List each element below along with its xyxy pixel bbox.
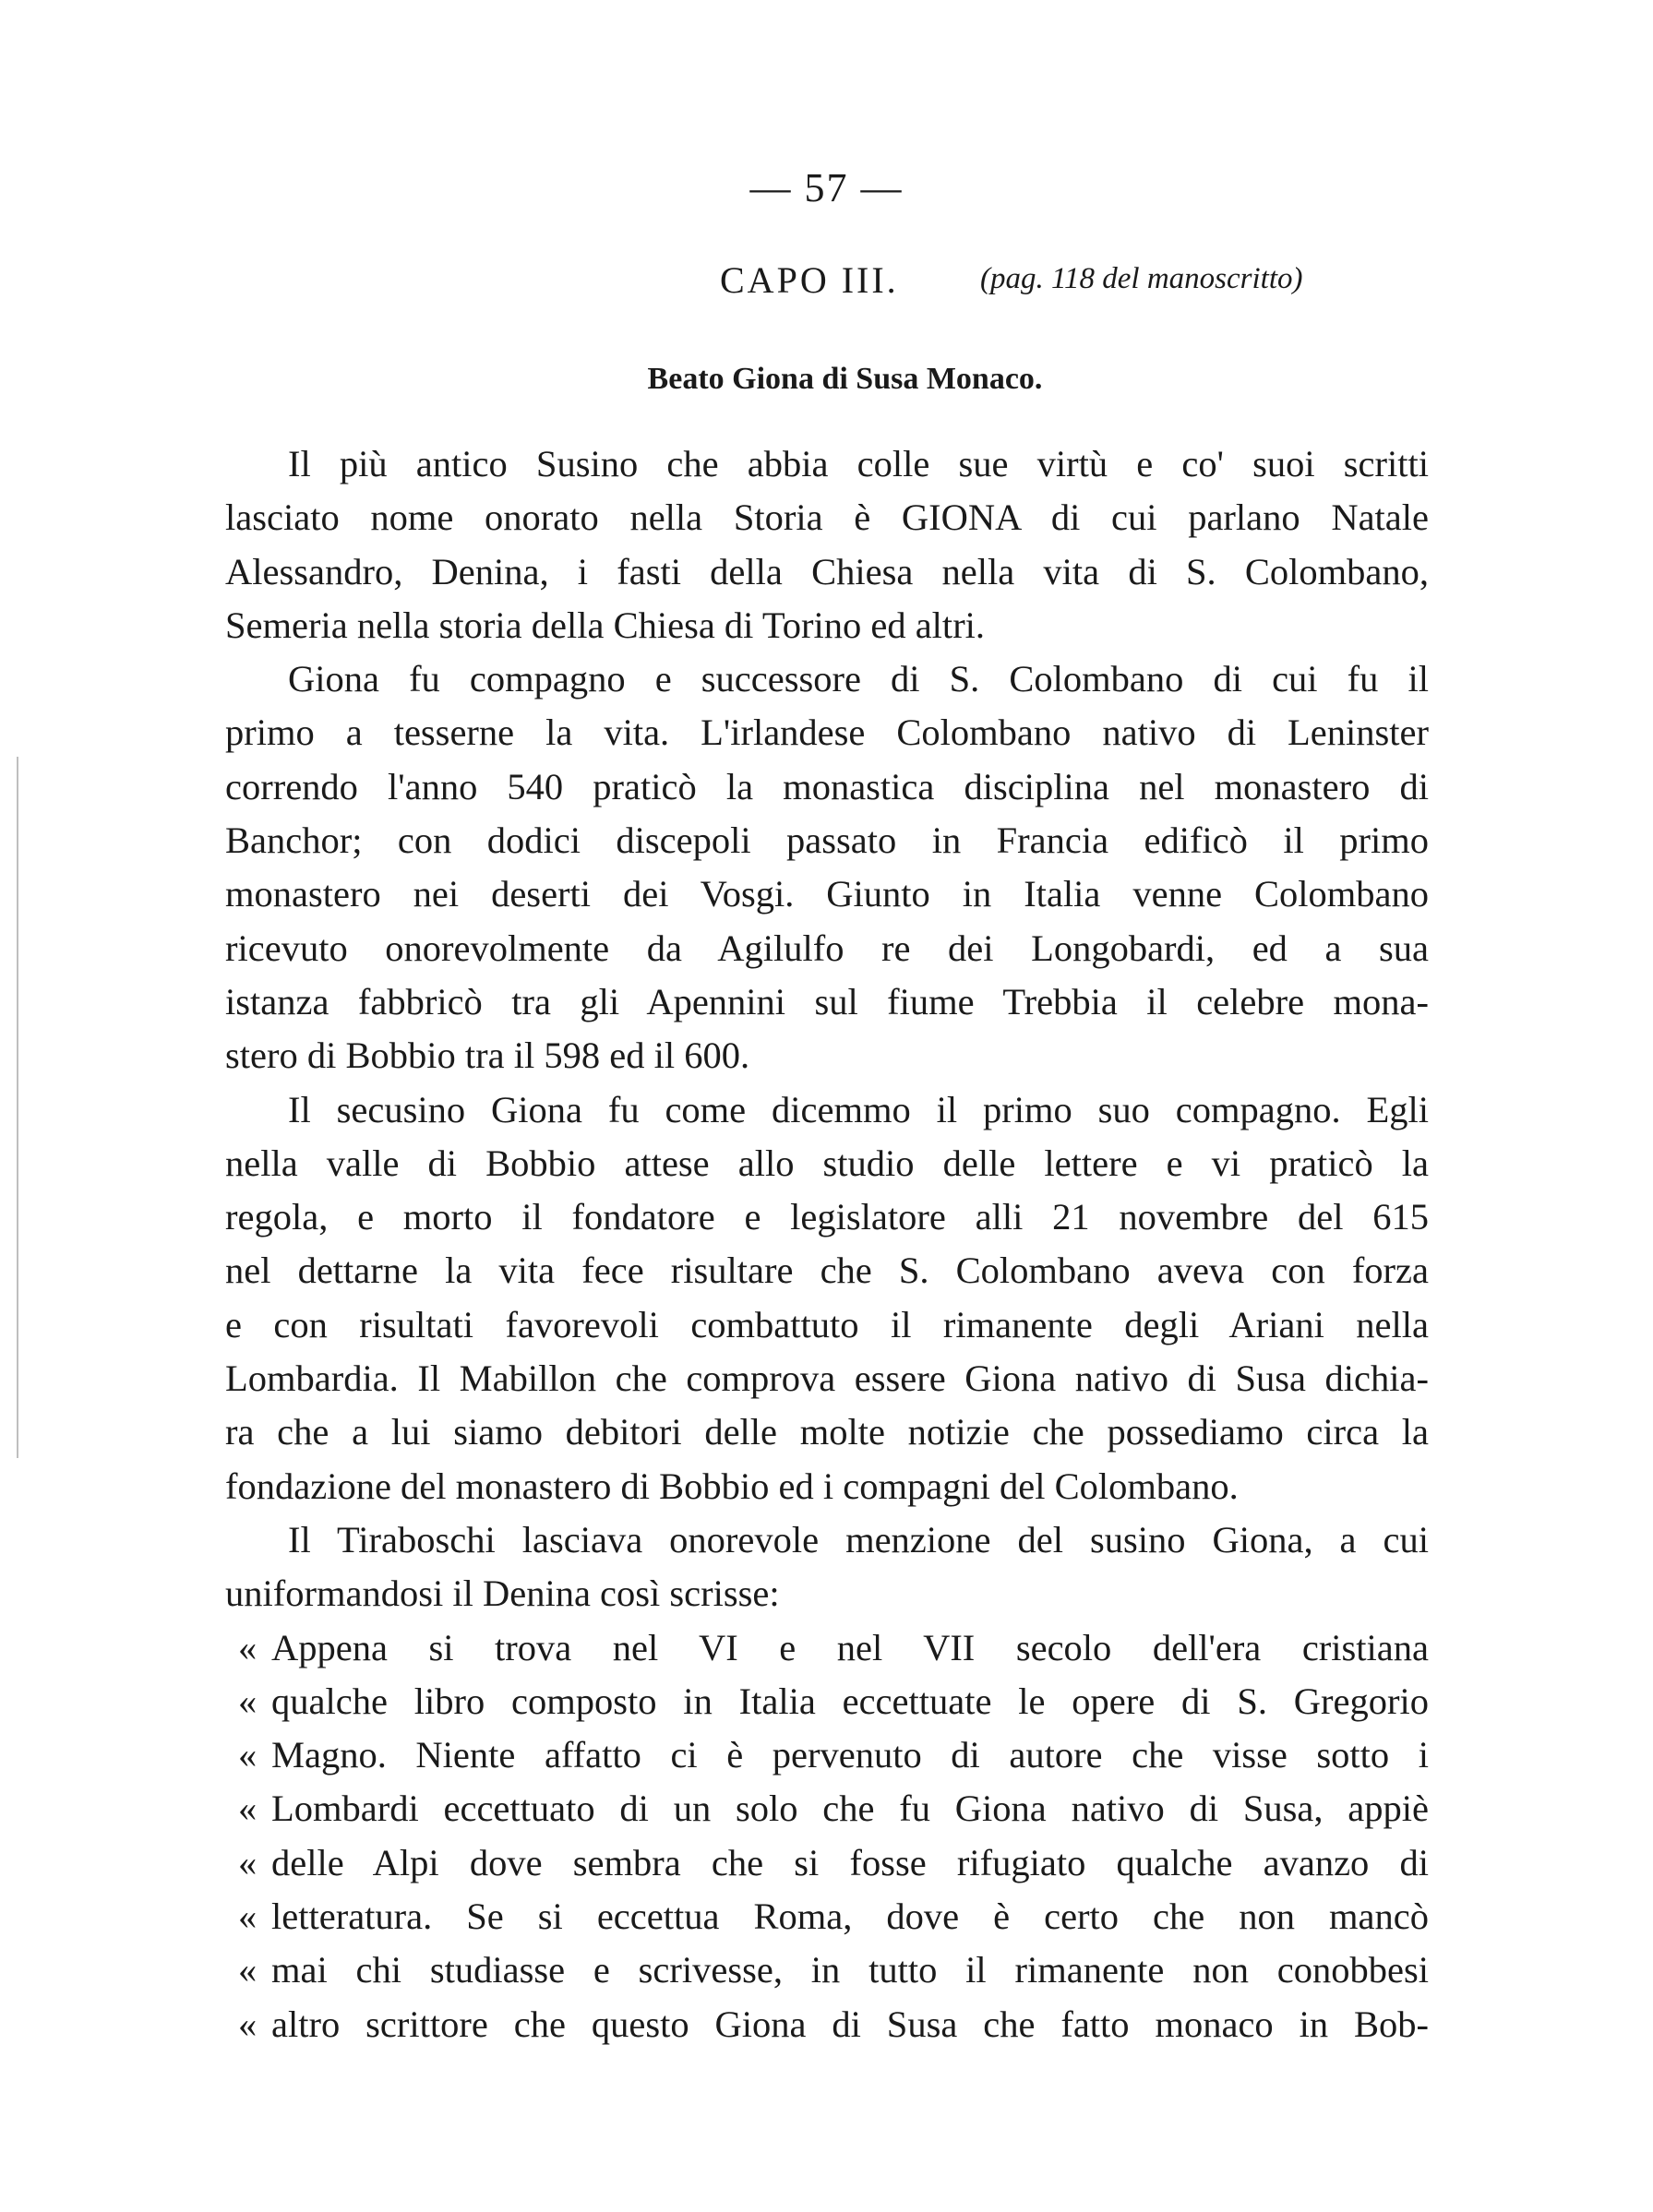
text-line: ra che a lui siamo debitori delle molte notizie che possediamo circa la xyxy=(225,1411,1429,1453)
text-line: istanza fabbricò tra gli Apennini sul fiume Trebbia il celebre mona- xyxy=(225,980,1429,1022)
chapter-title: CAPO III. xyxy=(720,259,899,301)
text-line: Il secusino Giona fu come dicemmo il primo suo compagno. Egli xyxy=(288,1088,1429,1130)
quote-mark: « xyxy=(238,1949,258,1991)
text-line: Alessandro, Denina, i fasti della Chiesa nella vita di S. Colombano, xyxy=(225,550,1429,592)
quote-text: altro scrittore che questo Giona di Susa che fatto monaco in Bob- xyxy=(271,2003,1429,2045)
text-line: Semeria nella storia della Chiesa di Torino ed altri. xyxy=(225,604,986,646)
quote-text: mai chi studiasse e scrivesse, in tutto il rimanente non conobbesi xyxy=(271,1949,1429,1991)
text-line: Banchor; con dodici discepoli passato in Francia edificò il primo xyxy=(225,819,1429,862)
quote-mark: « xyxy=(238,1680,258,1722)
text-line: fondazione del monastero di Bobbio ed i compagni del Colombano. xyxy=(225,1465,1239,1507)
quote-line xyxy=(225,1675,1429,1728)
text-line: lasciato nome onorato nella Storia è GIONA di cui parlano Natale xyxy=(225,496,1429,539)
text-line: nella valle di Bobbio attese allo studio delle lettere e vi praticò la xyxy=(225,1142,1429,1184)
chapter-header xyxy=(0,258,1653,314)
quote-mark: « xyxy=(238,1788,258,1830)
text-line: regola, e morto il fondatore e legislatore alli 21 novembre del 615 xyxy=(225,1196,1429,1238)
quote-mark: « xyxy=(238,2003,258,2045)
text-line: Il Tiraboschi lasciava onorevole menzione del susino Giona, a cui xyxy=(288,1518,1429,1560)
quote-text: qualche libro composto in Italia eccettuate le opere di S. Gregorio xyxy=(271,1680,1429,1722)
text-line: Lombardia. Il Mabillon che comprova essere Giona nativo di Susa dichia- xyxy=(225,1357,1429,1400)
text-line: primo a tesserne la vita. L'irlandese Colombano nativo di Leninster xyxy=(225,711,1429,754)
quote-text: Appena si trova nel VI e nel VII secolo dell'era cristiana xyxy=(271,1626,1429,1668)
text-line: correndo l'anno 540 praticò la monastica disciplina nel monastero di xyxy=(225,765,1429,807)
quote-line xyxy=(225,1890,1429,1943)
quote-line xyxy=(225,1998,1429,2051)
left-margin-mark xyxy=(17,757,18,1458)
quote-text: Magno. Niente affatto ci è pervenuto di autore che visse sotto i xyxy=(271,1734,1429,1776)
quote-text: delle Alpi dove sembra che si fosse rifugiato qualche avanzo di xyxy=(271,1841,1429,1883)
text-line: Giona fu compagno e successore di S. Colombano di cui fu il xyxy=(288,658,1429,700)
text-line: uniformandosi il Denina così scrisse: xyxy=(225,1572,780,1615)
text-line: monastero nei deserti dei Vosgi. Giunto in Italia venne Colombano xyxy=(225,873,1429,915)
quote-mark: « xyxy=(238,1895,258,1938)
quote-mark: « xyxy=(238,1841,258,1883)
page-number: — 57 — xyxy=(749,165,904,210)
chapter-note: (pag. 118 del manoscritto) xyxy=(980,262,1303,295)
quote-line xyxy=(225,1728,1429,1782)
quote-mark: « xyxy=(238,1734,258,1776)
text-line: e con risultati favorevoli combattuto il rimanente degli Ariani nella xyxy=(225,1303,1429,1345)
text-line: ricevuto onorevolmente da Agilulfo re dei Longobardi, ed a sua xyxy=(225,927,1429,969)
text-line: stero di Bobbio tra il 598 ed il 600. xyxy=(225,1034,750,1077)
quote-line xyxy=(225,1836,1429,1890)
section-title: Beato Giona di Susa Monaco. xyxy=(647,362,1043,396)
text-line: Il più antico Susino che abbia colle sue virtù e co' suoi scritti xyxy=(288,443,1429,484)
quote-text: letteratura. Se si eccettua Roma, dove è certo che non mancò xyxy=(271,1895,1429,1938)
quote-line xyxy=(225,1943,1429,1997)
body-text xyxy=(225,437,1429,2051)
quote-mark: « xyxy=(238,1626,258,1668)
text-line: nel dettarne la vita fece risultare che S. Colombano aveva con forza xyxy=(225,1249,1429,1292)
quote-line xyxy=(225,1782,1429,1835)
quote-text: Lombardi eccettuato di un solo che fu Giona nativo di Susa, appiè xyxy=(271,1788,1429,1830)
quote-line xyxy=(225,1621,1429,1675)
